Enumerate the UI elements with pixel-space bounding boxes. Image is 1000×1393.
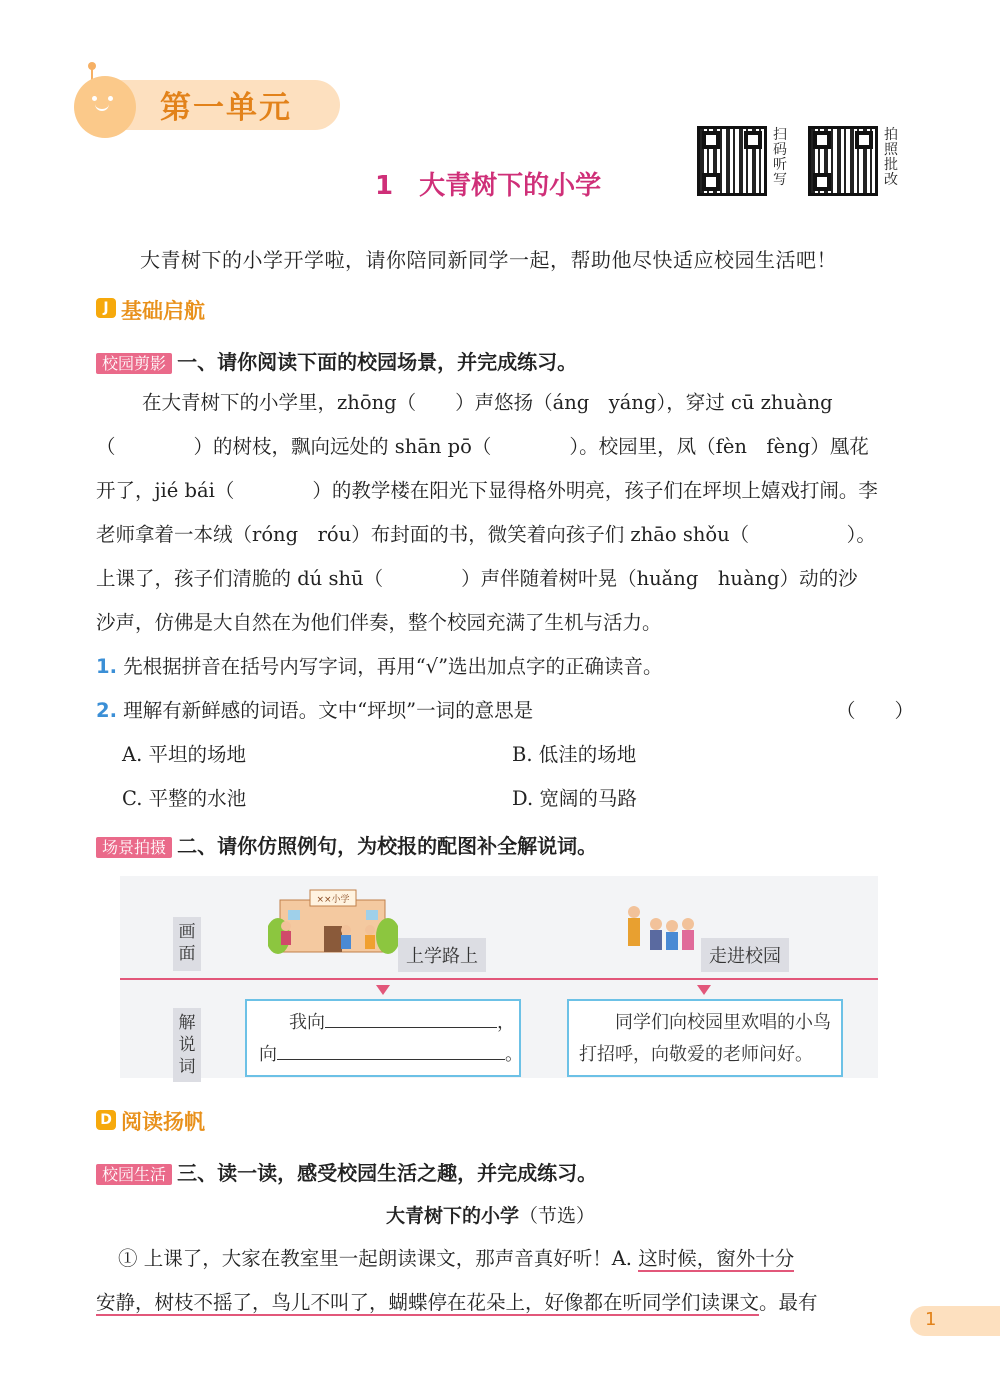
intro-text: 大青树下的小学开学啦，请你陪同新同学一起，帮助他尽快适应校园生活吧！	[140, 248, 837, 272]
tag-scene-shoot: 场景拍摄	[96, 837, 172, 858]
caption-blank[interactable]	[277, 1041, 505, 1060]
caption-1-second: 向	[259, 1044, 277, 1065]
caption-blank[interactable]	[325, 1009, 497, 1028]
basics-section-icon: J	[96, 298, 116, 318]
question-1-header	[96, 346, 577, 375]
mascot-eye-icon	[92, 96, 97, 101]
question-2-header	[96, 830, 597, 859]
sub-question-number: 1.	[96, 655, 117, 678]
option-d[interactable]: D. 宽阔的马路	[512, 787, 637, 810]
arrow-down-icon	[697, 985, 711, 995]
passage-title: 大青树下的小学	[386, 1205, 520, 1227]
sub-question-text: 理解有新鲜感的词语。文中“坪坝”一词的意思是	[123, 699, 534, 722]
sub-question-1	[96, 645, 663, 689]
passage-line: 上课了，孩子们清脆的 dú shū（ ）声伴随着树叶晃（huǎng huàng）动的沙	[96, 567, 858, 590]
page-tab	[910, 1306, 1000, 1336]
arrow-down-icon	[376, 985, 390, 995]
section-title-basics: 基础启航	[121, 299, 205, 323]
answer-paren[interactable]: （ ）	[836, 699, 915, 722]
passage-line: （ ）的树枝，飘向远处的 shān pō（ ）。校园里，凤（fèn fèng）凰花	[96, 435, 869, 458]
tag-campus-life: 校园生活	[96, 1164, 172, 1185]
divider-line	[120, 978, 878, 980]
caption-box-2	[567, 999, 843, 1077]
passage-line: 沙声，仿佛是大自然在为他们伴奏，整个校园充满了生机与活力。	[96, 611, 662, 634]
mascot-antenna-tip	[88, 62, 96, 70]
lesson-name: 大青树下的小学	[419, 171, 602, 201]
caption-2-text: 同学们向校园里欢唱的小鸟打招呼，向敬爱的老师问好。	[579, 1012, 831, 1065]
question-1-title: 一、请你阅读下面的校园场景，并完成练习。	[177, 350, 578, 374]
scene-label-1: 上学路上	[398, 938, 486, 972]
school-illustration	[268, 886, 398, 968]
option-b[interactable]: B. 低洼的场地	[512, 743, 637, 766]
scan-listen-label: 扫 码 听 写	[773, 127, 787, 188]
reading-line-1: ① 上课了，大家在教室里一起朗读课文，那声音真好听！A. 这时候，窗外十分	[118, 1247, 795, 1270]
page-number: 1	[925, 1309, 937, 1330]
picture-label: 画 面	[173, 917, 201, 971]
reading-section-icon: D	[96, 1110, 116, 1130]
passage-line: 在大青树下的小学里，zhōng（ ）声悠扬（áng yáng），穿过 cū zhuàng	[142, 391, 833, 414]
underlined-sentence-a: 这时候，窗外十分	[638, 1247, 795, 1270]
passage-heading	[386, 1201, 595, 1228]
option-a[interactable]: A. 平坦的场地	[122, 743, 246, 766]
sub-question-text: 先根据拼音在括号内写字词，再用“√”选出加点字的正确读音。	[123, 655, 663, 678]
sub-question-number: 2.	[96, 699, 117, 722]
tag-campus-snapshot: 校园剪影	[96, 353, 172, 374]
question-2-title: 二、请你仿照例句，为校报的配图补全解说词。	[177, 834, 598, 858]
section-title-reading: 阅读扬帆	[121, 1110, 205, 1134]
campus-illustration	[624, 902, 700, 968]
unit-title: 第一单元	[160, 90, 292, 126]
caption-box-1[interactable]: 我向 ， 向 。	[245, 999, 521, 1077]
school-sign: ××小学	[316, 895, 350, 905]
passage-line: 老师拿着一本绒（róng róu）布封面的书，微笑着向孩子们 zhāo shǒu（ ）。	[96, 523, 876, 546]
caption-1-start: 我向	[289, 1012, 325, 1033]
mascot-eye-icon	[108, 96, 113, 101]
question-3-title: 三、读一读，感受校园生活之趣，并完成练习。	[177, 1161, 598, 1185]
scene-label-2: 走进校园	[701, 938, 789, 972]
passage-line: 开了，jié bái（ ）的教学楼在阳光下显得格外明亮，孩子们在坪坝上嬉戏打闹。李	[96, 479, 878, 502]
underlined-sentence-a-cont: 安静，树枝不摇了，鸟儿不叫了，蝴蝶停在花朵上，好像都在听同学们读课文	[96, 1291, 760, 1314]
photo-grade-qr-icon[interactable]	[808, 126, 878, 196]
photo-grade-label: 拍 照 批 改	[884, 127, 898, 188]
passage-note: （节选）	[519, 1205, 596, 1227]
sub-question-2	[96, 689, 533, 733]
scan-listen-qr-icon[interactable]	[697, 126, 767, 196]
option-c[interactable]: C. 平整的水池	[122, 787, 247, 810]
lesson-title	[375, 165, 601, 202]
caption-label: 解 说 词	[173, 1008, 201, 1082]
question-3-header	[96, 1157, 597, 1186]
passage-1	[96, 381, 906, 645]
reading-line-2: 安静，树枝不摇了，鸟儿不叫了，蝴蝶停在花朵上，好像都在听同学们读课文。最有	[96, 1291, 818, 1314]
lesson-number: 1	[375, 171, 394, 201]
